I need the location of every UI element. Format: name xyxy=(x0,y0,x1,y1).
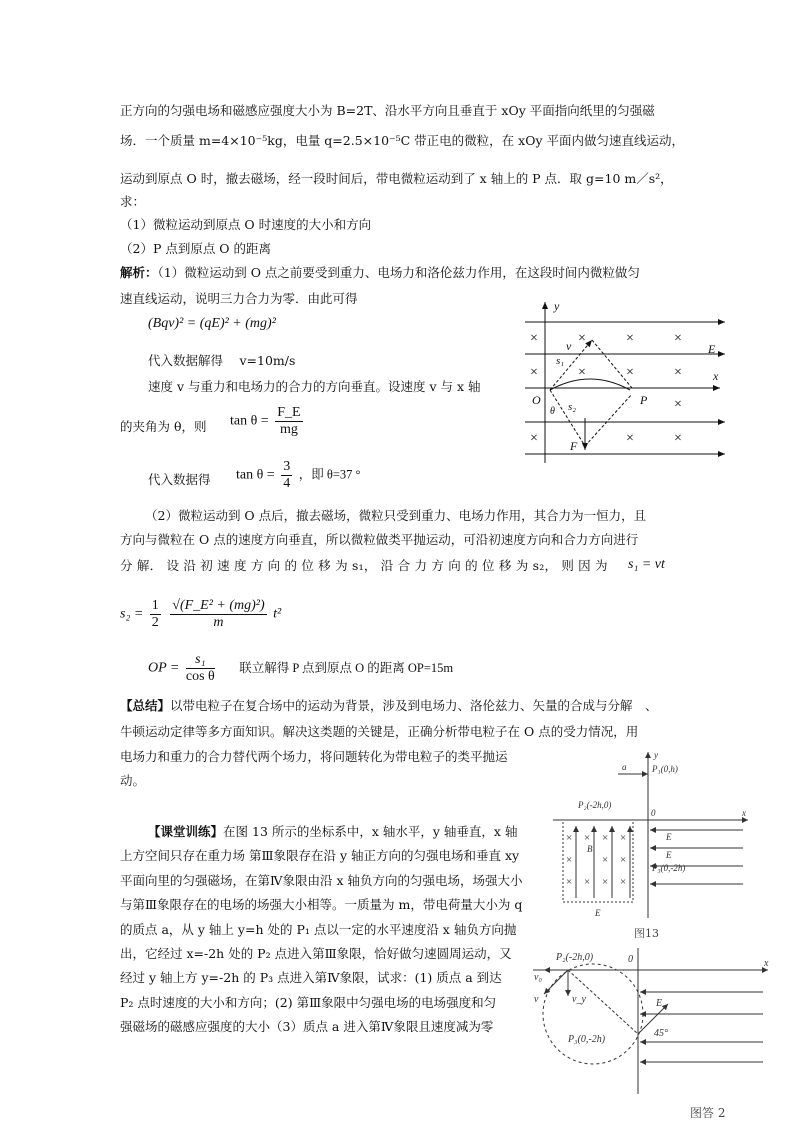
svg-text:×: × xyxy=(626,331,634,346)
fig13-E3-label: E xyxy=(595,908,601,918)
eq5-den: m xyxy=(213,615,224,630)
eq5-tail: t² xyxy=(273,606,282,622)
equation-1: (Bqv)² = (qE)² + (mg)² xyxy=(148,316,276,331)
fig1-s1-label: s₁ xyxy=(556,355,565,367)
fig2-angle-label: 45° xyxy=(654,1028,668,1039)
fig13-a-label: a xyxy=(622,762,627,772)
svg-text:×: × xyxy=(674,331,682,346)
practice-text-1: 在图 13 所示的坐标系中，x 轴水平，y 轴垂直，x 轴 xyxy=(223,824,518,839)
eq5-num: √(F_E² + (mg)²) xyxy=(172,598,265,613)
eq6-fraction xyxy=(186,652,215,685)
summary-line-4: 动。 xyxy=(120,773,146,788)
analysis-line-3: 速度 v 与重力和电场力的合力的方向垂直。设速度 v 与 x 轴 xyxy=(148,379,481,394)
svg-text:×: × xyxy=(602,876,609,888)
eq5-half xyxy=(150,598,161,631)
svg-text:×: × xyxy=(620,832,627,844)
svg-text:×: × xyxy=(626,431,634,446)
eq3-fraction xyxy=(281,459,292,492)
svg-text:×: × xyxy=(602,854,609,866)
eq2-fraction xyxy=(275,405,302,438)
fig13-P3-label: P₃(0,-2h) xyxy=(652,863,686,873)
op-result: 联立解得 P 点到原点 O 的距离 OP=15m xyxy=(239,660,454,675)
figure-1-diagram xyxy=(510,298,740,468)
analysis-label: 解析： xyxy=(120,265,158,280)
eq6-num: s₁ xyxy=(186,652,215,669)
analysis-line-4: 的夹角为 θ，则 xyxy=(120,419,207,434)
substitute-2: 代入数据得 xyxy=(148,472,211,487)
practice-line-7: 经过 y 轴上方 y=-2h 的 P₃ 点进入第Ⅳ象限，试求：(1) 质点 a 到达 xyxy=(120,970,502,985)
substitute-1: 代入数据解得 v=10m/s xyxy=(148,353,296,368)
eq5-fraction xyxy=(170,598,266,631)
fig1-v-label: v xyxy=(566,339,572,353)
svg-text:×: × xyxy=(584,832,591,844)
practice-line-2: 上方空间只存在重力场 第Ⅲ象限存在沿 y 轴正方向的匀强电场和垂直 xy xyxy=(120,848,520,863)
theta-result: ，即 θ=37 ° xyxy=(298,467,361,482)
analysis-line-2: 速直线运动，说明三力合力为零．由此可得 xyxy=(120,291,358,306)
svg-text:×: × xyxy=(602,832,609,844)
svg-text:×: × xyxy=(566,854,573,866)
fig2-x-label: x xyxy=(764,958,769,969)
practice-line-6: 出，它经过 x=-2h 处的 P₂ 点进入第Ⅲ象限，恰好做匀速圆周运动，又 xyxy=(120,946,512,961)
analysis-line-6: 方向与微粒在 O 点的速度方向垂直，所以微粒做类平抛运动，可沿初速度方向和合力方向进行 xyxy=(120,532,639,547)
figure-answer-2-caption: 图答 2 xyxy=(690,1106,726,1120)
svg-text:×: × xyxy=(566,832,573,844)
practice-line-4: 与第Ⅲ象限存在的电场的场强大小相等。一质量为 m，带电荷量大小为 q xyxy=(120,897,523,912)
eq5-half-den: 2 xyxy=(151,615,159,630)
fig13-x-label: x xyxy=(742,808,746,818)
question-1: （1）微粒运动到原点 O 时速度的大小和方向 xyxy=(120,217,372,232)
practice-line-1 xyxy=(148,823,517,841)
fig1-E-label: E xyxy=(708,342,716,356)
figure-answer-2-diagram xyxy=(528,944,778,1096)
svg-text:×: × xyxy=(530,365,538,380)
eq5-lhs: s₂ = xyxy=(120,606,144,622)
equation-6 xyxy=(148,652,453,685)
eq2-den: mg xyxy=(279,422,298,437)
practice-label: 【课堂训练】 xyxy=(148,824,224,839)
eq5-half-num: 1 xyxy=(151,598,159,613)
fig13-B-label: B xyxy=(587,844,593,854)
fig1-theta-label: θ xyxy=(550,406,555,417)
svg-text:×: × xyxy=(626,365,634,380)
analysis-line-5: （2）微粒运动到 O 点后，撤去磁场，微粒只受到重力、电场力作用，其合力为一恒力，且 xyxy=(145,508,647,523)
eq6-lhs: OP = xyxy=(148,660,180,676)
practice-line-8: P₂ 点时速度的大小和方向；(2) 第Ⅲ象限中匀强电场的电场强度和匀 xyxy=(120,995,497,1010)
eq3-num: 3 xyxy=(283,459,291,474)
practice-line-5: 的质点 a，从 y 轴上 y=h 处的 P₁ 点以一定的水平速度沿 x 轴负方向抛 xyxy=(120,922,517,937)
fig13-E2-label: E xyxy=(666,850,672,860)
problem-line-4: 求： xyxy=(120,194,146,209)
fig13-O-label: 0 xyxy=(651,808,656,818)
fig13-P1-label: P₁(0,h) xyxy=(652,764,678,774)
fig1-O-label: O xyxy=(532,393,541,407)
summary-line-1 xyxy=(120,697,658,715)
equation-2 xyxy=(230,405,306,438)
summary-label: 【总结】 xyxy=(120,698,171,713)
svg-text:×: × xyxy=(578,365,586,380)
svg-text:×: × xyxy=(530,431,538,446)
svg-text:×: × xyxy=(620,854,627,866)
fig2-v-label: v xyxy=(534,994,539,1005)
equation-5 xyxy=(120,598,281,631)
analysis-line-7: 分 解． 设 沿 初 速 度 方 向 的 位 移 为 s₁， 沿 合 力 方 向 的 位 移 为 s₂， 则 因 为 xyxy=(120,558,608,573)
fig13-y-label: y xyxy=(654,750,658,760)
svg-text:×: × xyxy=(578,331,586,346)
fig2-P2-label: P₂(-2h,0) xyxy=(556,952,594,963)
problem-line-3: 运动到原点 O 时，撤去磁场，经一段时间后，带电微粒运动到了 x 轴上的 P 点．取 g=10 m／s²， xyxy=(120,171,673,186)
summary-text-1: 以带电粒子在复合场中的运动为背景，涉及到电场力、洛伦兹力、矢量的合成与分解 、 xyxy=(170,698,658,713)
svg-text:×: × xyxy=(674,365,682,380)
equation-3 xyxy=(236,459,361,492)
analysis-text-1: （1）微粒运动到 O 点之前要受到重力、电场力和洛伦兹力作用，在这段时间内微粒做匀 xyxy=(157,265,640,280)
eq3-lhs: tan θ = xyxy=(236,467,275,483)
summary-line-2: 牛顿运动定律等多方面知识。解决这类题的关键是，正确分析带电粒子在 O 点的受力情况，用 xyxy=(120,724,639,739)
fig1-x-label: x xyxy=(713,369,719,383)
figure-13-caption: 图13 xyxy=(634,927,659,940)
analysis-line-1 xyxy=(120,264,640,282)
equation-4: s₁ = vt xyxy=(628,557,665,572)
svg-text:×: × xyxy=(566,876,573,888)
fig13-E1-label: E xyxy=(666,832,672,842)
eq3-den: 4 xyxy=(283,476,291,491)
fig2-P3-label: P₃(0,-2h) xyxy=(568,1034,606,1045)
fig1-P-label: P xyxy=(640,393,648,407)
problem-line-2: 场．一个质量 m=4×10⁻⁵kg，电量 q=2.5×10⁻⁵C 带正电的微粒，在 xOy 平面内做匀速直线运动， xyxy=(120,133,684,148)
summary-line-3: 电场力和重力的合力替代两个场力，将问题转化为带电粒子的类平抛运 xyxy=(120,749,508,764)
fig2-E-label: E xyxy=(656,998,663,1009)
fig2-vy-label: v_y xyxy=(572,994,586,1005)
fig2-vx-label: v₀ xyxy=(534,972,542,983)
fig1-F-label: F xyxy=(570,439,578,453)
svg-text:×: × xyxy=(584,876,591,888)
practice-line-9: 强磁场的磁感应强度的大小（3）质点 a 进入第Ⅳ象限且速度减为零 xyxy=(120,1019,494,1034)
svg-text:×: × xyxy=(530,331,538,346)
svg-text:×: × xyxy=(620,876,627,888)
eq2-num: F_E xyxy=(277,405,301,420)
figure-13-diagram xyxy=(548,748,768,923)
svg-text:×: × xyxy=(674,397,682,412)
problem-line-1: 正方向的匀强电场和磁感应强度大小为 B=2T、沿水平方向且垂直于 xOy 平面指向纸里的匀强磁 xyxy=(120,103,655,118)
fig1-s2-label: s₂ xyxy=(568,401,577,413)
eq6-den: cos θ xyxy=(185,669,215,684)
practice-line-3: 平面向里的匀强磁场，在第Ⅳ象限由沿 x 轴负方向的匀强电场，场强大小 xyxy=(120,873,523,888)
fig13-P2-label: P₂(-2h,0) xyxy=(578,800,612,810)
fig1-y-label: y xyxy=(554,299,560,313)
question-2: （2）P 点到原点 O 的距离 xyxy=(120,241,272,256)
fig2-O-label: 0 xyxy=(628,954,633,965)
eq2-lhs: tan θ = xyxy=(230,413,269,429)
svg-text:×: × xyxy=(674,431,682,446)
